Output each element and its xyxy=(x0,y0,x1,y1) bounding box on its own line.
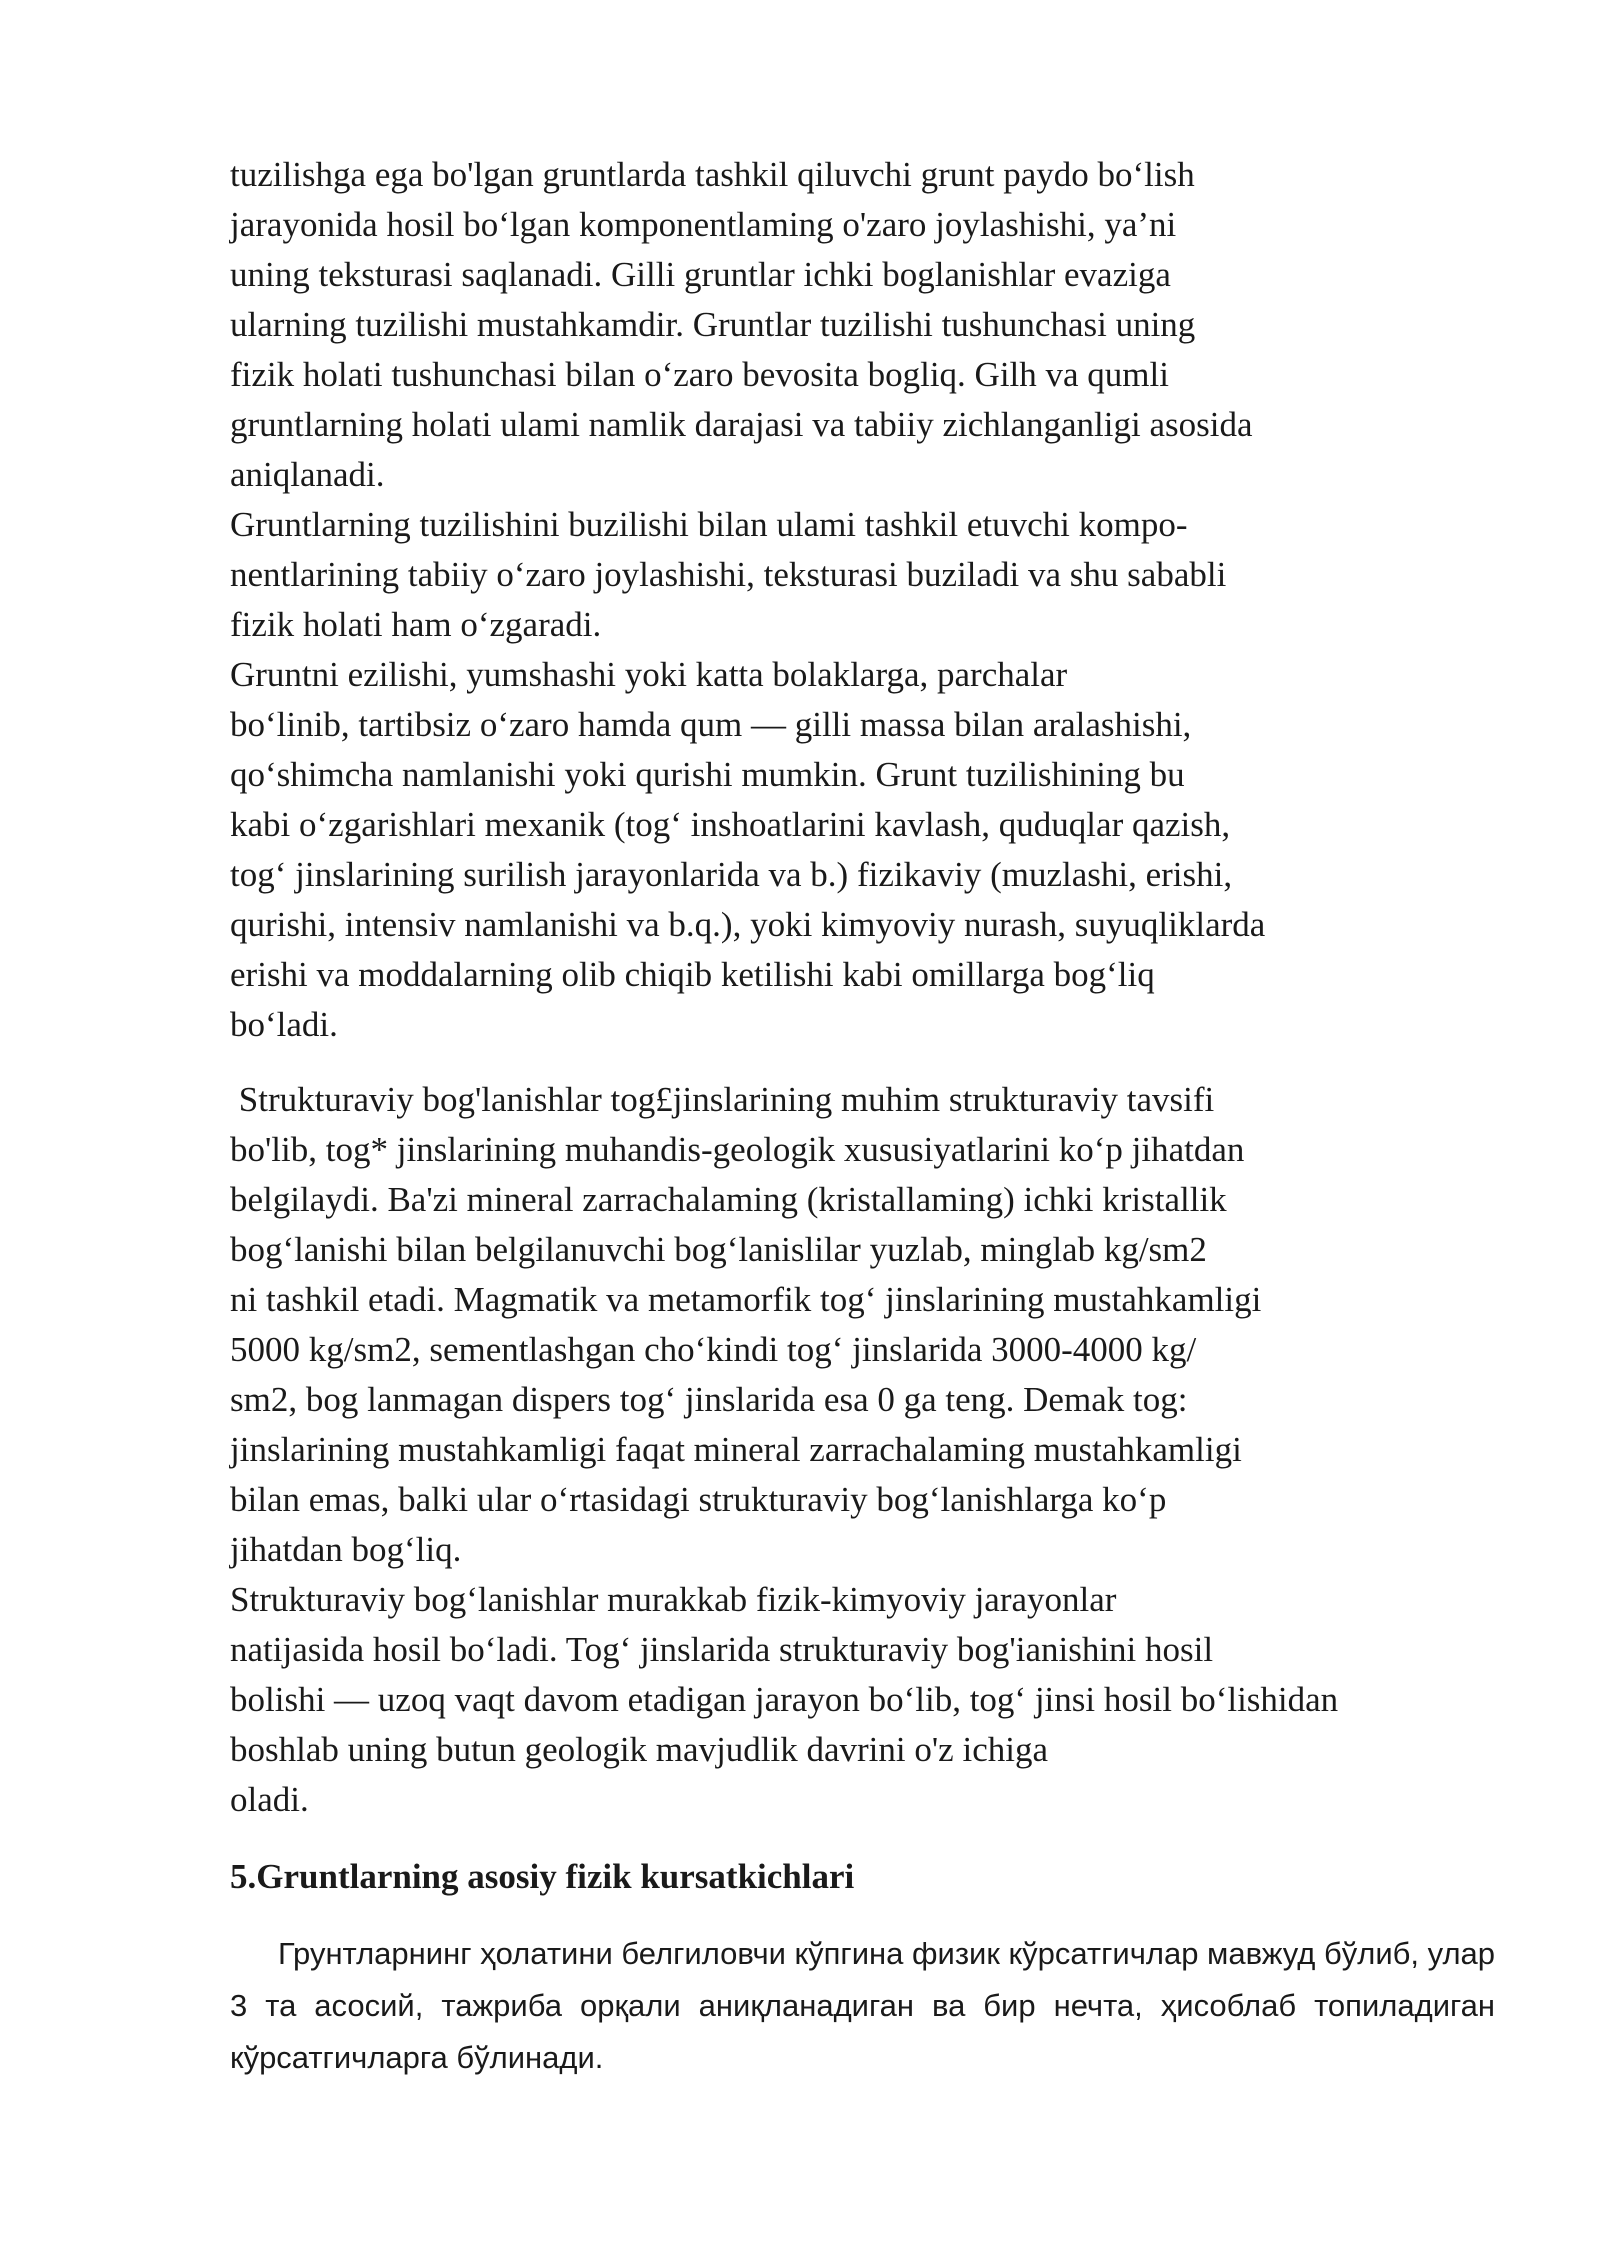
text-line: bilan emas, balki ular o‘rtasidagi strukturaviy bog‘lanishlarga ko‘p xyxy=(230,1480,1167,1519)
text-line: jarayonida hosil bo‘lgan komponentlaming o'zaro joylashishi, ya’ni xyxy=(230,205,1177,244)
text-line: fizik holati ham o‘zgaradi. xyxy=(230,605,602,644)
text-line: ularning tuzilishi mustahkamdir. Gruntlar tuzilishi tushunchasi uning xyxy=(230,305,1196,344)
paragraph-physical-indicators: Грунтларнинг ҳолатини белгиловчи кўпгина физик кўрсатгичлар мавжуд бўлиб, улар 3 та асосий, тажриба орқали аниқланадиган ва бир нечта, ҳисоблаб топиладиган кўрсатгичларга бўлинади. xyxy=(230,1936,1496,2075)
text-line: bog‘lanishi bilan belgilanuvchi bog‘lanislilar yuzlab, minglab kg/sm2 xyxy=(230,1230,1207,1269)
text-line: gruntlarning holati ulami namlik darajasi va tabiiy zichlanganligi asosida xyxy=(230,405,1253,444)
text-line: natijasida hosil bo‘ladi. Tog‘ jinslarida strukturaviy bog'ianishini hosil xyxy=(230,1630,1214,1669)
paragraph-structural-bonds xyxy=(230,1075,1338,1825)
text-line: kabi o‘zgarishlari mexanik (tog‘ inshoatlarini kavlash, quduqlar qazish, xyxy=(230,805,1231,844)
text-line: qo‘shimcha namlanishi yoki qurishi mumkin. Grunt tuzilishining bu xyxy=(230,755,1185,794)
section-heading: 5.Gruntlarning asosiy fizik kursatkichlari xyxy=(230,1857,855,1896)
text-line: qurishi, intensiv namlanishi va b.q.), yoki kimyoviy nurash, suyuqliklarda xyxy=(230,905,1266,944)
text-line: Gruntlarning tuzilishini buzilishi bilan ulami tashkil etuvchi kompo- xyxy=(230,505,1188,544)
text-line: erishi va moddalarning olib chiqib ketilishi kabi omillarga bog‘liq xyxy=(230,955,1155,994)
text-line: jinslarining mustahkamligi faqat mineral zarrachalaming mustahkamligi xyxy=(230,1430,1242,1469)
text-line: bolishi — uzoq vaqt davom etadigan jarayon bo‘lib, tog‘ jinsi hosil bo‘lishidan xyxy=(230,1680,1339,1719)
text-line: tog‘ jinslarining surilish jarayonlarida va b.) fizikaviy (muzlashi, erishi, xyxy=(230,855,1233,894)
text-line: bo‘ladi. xyxy=(230,1005,338,1044)
text-line: belgilaydi. Ba'zi mineral zarrachalaming (kristallaming) ichki kristallik xyxy=(230,1180,1227,1219)
text-line: nentlarining tabiiy o‘zaro joylashishi, teksturasi buziladi va shu sababli xyxy=(230,555,1227,594)
text-line: jihatdan bog‘liq. xyxy=(230,1530,462,1569)
text-line: tuzilishga ega bo'lgan gruntlarda tashkil qiluvchi grunt paydo bo‘lish xyxy=(230,155,1195,194)
text-line: fizik holati tushunchasi bilan o‘zaro bevosita bogliq. Gilh va qumli xyxy=(230,355,1169,394)
text-line: Strukturaviy bog'lanishlar tog£jinslarining muhim strukturaviy tavsifi xyxy=(230,1080,1215,1119)
paragraph-soil-structure xyxy=(230,150,1265,1050)
text-line: bo‘linib, tartibsiz o‘zaro hamda qum — gilli massa bilan aralashishi, xyxy=(230,705,1192,744)
text-line: aniqlanadi. xyxy=(230,455,385,494)
text-line: oladi. xyxy=(230,1780,309,1819)
text-line: Strukturaviy bog‘lanishlar murakkab fizik-kimyoviy jarayonlar xyxy=(230,1580,1117,1619)
text-line: ni tashkil etadi. Magmatik va metamorfik tog‘ jinslarining mustahkamligi xyxy=(230,1280,1262,1319)
text-line: Gruntni ezilishi, yumshashi yoki katta bolaklarga, parchalar xyxy=(230,655,1068,694)
text-line: 5000 kg/sm2, sementlashgan cho‘kindi tog‘ jinslarida 3000-4000 kg/ xyxy=(230,1330,1197,1369)
text-line: sm2, bog lanmagan dispers tog‘ jinslarida esa 0 ga teng. Demak tog: xyxy=(230,1380,1188,1419)
text-line: bo'lib, tog* jinslarining muhandis-geologik xususiyatlarini ko‘p jihatdan xyxy=(230,1130,1245,1169)
text-line: boshlab uning butun geologik mavjudlik davrini o'z ichiga xyxy=(230,1730,1048,1769)
text-line: uning teksturasi saqlanadi. Gilli gruntlar ichki boglanishlar evaziga xyxy=(230,255,1171,294)
